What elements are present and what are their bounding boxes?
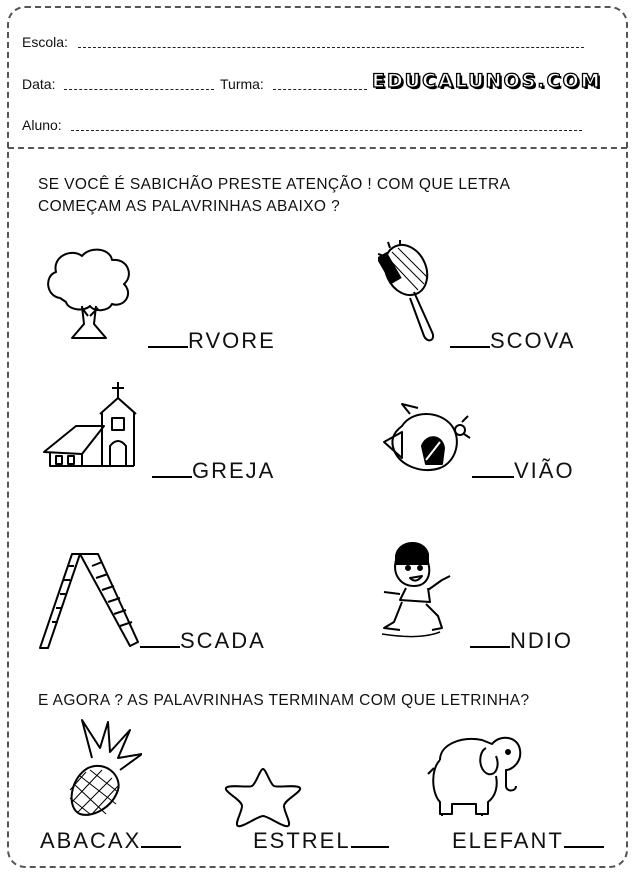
word-escada (140, 628, 266, 654)
word-igreja (152, 458, 275, 484)
date-label: Data: (22, 76, 56, 92)
word-text: GREJA (192, 458, 276, 483)
class-label: Turma: (220, 76, 264, 92)
brand-logo: EDUCALUNOS.COM (372, 70, 602, 92)
pineapple-icon (62, 718, 142, 818)
brush-icon (378, 240, 448, 345)
word-indio (470, 628, 573, 654)
school-field[interactable] (78, 47, 584, 48)
star-icon (222, 766, 304, 828)
word-aviao (472, 458, 575, 484)
answer-blank[interactable] (141, 846, 181, 848)
child-icon (380, 536, 465, 640)
elephant-icon (426, 730, 526, 816)
word-text: NDIO (510, 628, 573, 653)
word-text: VIÃO (514, 458, 575, 483)
answer-blank[interactable] (470, 646, 510, 648)
answer-blank[interactable] (140, 646, 180, 648)
ladder-icon (38, 550, 142, 650)
date-field[interactable] (64, 89, 214, 90)
instruction-section-2: E AGORA ? AS PALAVRINHAS TERMINAM COM QUE LETRINHA? (38, 692, 530, 709)
school-label: Escola: (22, 34, 68, 50)
answer-blank[interactable] (152, 476, 192, 478)
student-field[interactable] (71, 130, 582, 131)
tree-icon (42, 246, 137, 344)
word-text: ESTREL (253, 828, 351, 853)
header-divider (8, 147, 627, 149)
word-abacaxi (40, 828, 181, 854)
word-text: ELEFANT (452, 828, 564, 853)
student-label: Aluno: (22, 117, 62, 133)
word-text: ABACAX (40, 828, 142, 853)
church-icon (42, 378, 142, 470)
answer-blank[interactable] (148, 346, 188, 348)
word-escova (450, 328, 575, 354)
answer-blank[interactable] (351, 846, 389, 848)
word-text: SCADA (180, 628, 266, 653)
word-estrela (253, 828, 389, 854)
instruction-line-1: SE VOCÊ É SABICHÃO PRESTE ATENÇÃO ! COM QUE LETRA (38, 176, 511, 193)
word-arvore (148, 328, 276, 354)
answer-blank[interactable] (564, 846, 604, 848)
instruction-line-2: COMEÇAM AS PALAVRINHAS ABAIXO ? (38, 198, 341, 215)
airplane-icon (382, 402, 472, 482)
word-elefante (452, 828, 604, 854)
answer-blank[interactable] (450, 346, 490, 348)
class-field[interactable] (273, 89, 367, 90)
word-text: SCOVA (490, 328, 576, 353)
word-text: RVORE (188, 328, 276, 353)
answer-blank[interactable] (472, 476, 514, 478)
